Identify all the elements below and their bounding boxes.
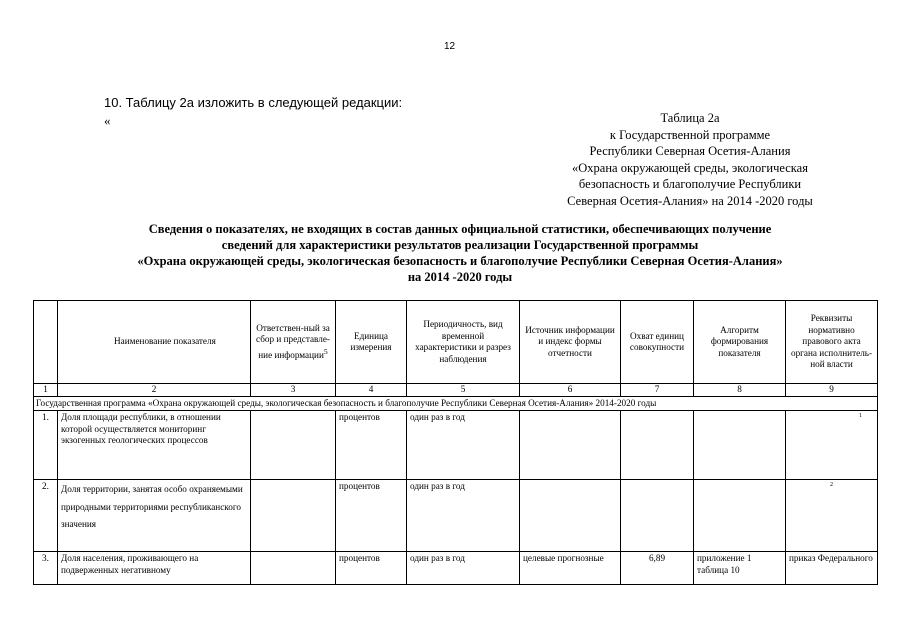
row-number: 1. bbox=[34, 411, 58, 480]
indicator-name: Доля населения, проживающего на подверженных негативному bbox=[58, 552, 251, 585]
table-header-row bbox=[34, 301, 878, 384]
unit-cell: процентов bbox=[336, 411, 407, 480]
requisites-cell: приказ Федерального bbox=[786, 552, 878, 585]
requisites-cell bbox=[786, 411, 878, 480]
header-cell: Реквизиты нормативно правового акта органа исполнитель-ной власти bbox=[786, 301, 878, 384]
annex-line: Северная Осетия-Алания» на 2014 -2020 годы bbox=[567, 193, 813, 208]
row-number: 3. bbox=[34, 552, 58, 585]
column-number: 1 bbox=[34, 384, 58, 397]
opening-quote: « bbox=[104, 113, 111, 128]
header-footnote: 5 bbox=[323, 346, 328, 356]
column-number: 3 bbox=[251, 384, 336, 397]
coverage-cell: 6,89 bbox=[621, 552, 694, 585]
table-row bbox=[34, 552, 878, 585]
periodicity-cell: один раз в год bbox=[407, 552, 520, 585]
heading-line: на 2014 -2020 годы bbox=[407, 270, 513, 284]
program-title: Государственная программа «Охрана окружающей среды, экологическая безопасность и благополучие Республики Северная Осетия-Алания» 2014-2020 годы bbox=[34, 396, 878, 411]
table-heading bbox=[40, 221, 880, 285]
header-cell: Источник информации и индекс формы отчетности bbox=[520, 301, 621, 384]
table-row bbox=[34, 411, 878, 480]
source-cell bbox=[520, 411, 621, 480]
annex-line: Таблица 2а bbox=[660, 111, 720, 125]
header-cell: Единица измерения bbox=[336, 301, 407, 384]
coverage-cell bbox=[621, 480, 694, 552]
periodicity-cell: один раз в год bbox=[407, 480, 520, 552]
header-cell bbox=[251, 301, 336, 384]
responsible-cell bbox=[251, 411, 336, 480]
column-number: 5 bbox=[407, 384, 520, 397]
annex-caption bbox=[500, 110, 880, 209]
column-number: 9 bbox=[786, 384, 878, 397]
footnote-mark: 2 bbox=[830, 482, 833, 488]
column-number: 7 bbox=[621, 384, 694, 397]
header-cell: Алгоритм формирования показателя bbox=[694, 301, 786, 384]
indicators-table bbox=[33, 300, 878, 585]
header-text: Ответствен-ный за сбор и представле-ние информации bbox=[256, 322, 330, 360]
algorithm-cell bbox=[694, 480, 786, 552]
responsible-cell bbox=[251, 552, 336, 585]
periodicity-cell: один раз в год bbox=[407, 411, 520, 480]
indicator-name: Доля площади республики, в отношении которой осуществляется мониторинг экзогенных геологических процессов bbox=[58, 411, 251, 480]
heading-line: сведений для характеристики результатов реализации Государственной программы bbox=[221, 238, 699, 252]
source-cell bbox=[520, 480, 621, 552]
unit-cell: процентов bbox=[336, 480, 407, 552]
header-cell bbox=[34, 301, 58, 384]
requisites-cell bbox=[786, 480, 878, 552]
footnote-mark: 1 bbox=[859, 413, 862, 419]
table-row bbox=[34, 480, 878, 552]
program-row bbox=[34, 396, 878, 411]
source-cell: целевые прогнозные bbox=[520, 552, 621, 585]
algorithm-cell bbox=[694, 411, 786, 480]
intro-text: 10. Таблицу 2а изложить в следующей редакции: bbox=[104, 95, 403, 110]
column-number: 4 bbox=[336, 384, 407, 397]
column-number: 2 bbox=[58, 384, 251, 397]
annex-line: к Государственной программе bbox=[609, 127, 771, 142]
row-number: 2. bbox=[34, 480, 58, 552]
header-cell: Охват единиц совокупности bbox=[621, 301, 694, 384]
column-number: 6 bbox=[520, 384, 621, 397]
responsible-cell bbox=[251, 480, 336, 552]
heading-line: Сведения о показателях, не входящих в состав данных официальной статистики, обеспечивающих получение bbox=[148, 222, 772, 236]
annex-line: Республики Северная Осетия-Алания bbox=[589, 144, 791, 158]
column-number: 8 bbox=[694, 384, 786, 397]
header-cell: Периодичность, вид временной характеристики и разрез наблюдения bbox=[407, 301, 520, 384]
unit-cell: процентов bbox=[336, 552, 407, 585]
annex-line: безопасность и благополучие Республики bbox=[578, 177, 802, 191]
algorithm-cell: приложение 1 таблица 10 bbox=[694, 552, 786, 585]
annex-line: «Охрана окружающей среды, экологическая bbox=[572, 160, 808, 175]
page-number: 12 bbox=[444, 41, 456, 52]
column-number-row bbox=[34, 384, 878, 397]
header-cell: Наименование показателя bbox=[58, 301, 251, 384]
heading-line: «Охрана окружающей среды, экологическая безопасность и благополучие Республики Северная Осетия-Алания» bbox=[137, 254, 783, 268]
indicator-name: Доля территории, занятая особо охраняемыми природными территориями республиканского значения bbox=[58, 480, 251, 552]
coverage-cell bbox=[621, 411, 694, 480]
